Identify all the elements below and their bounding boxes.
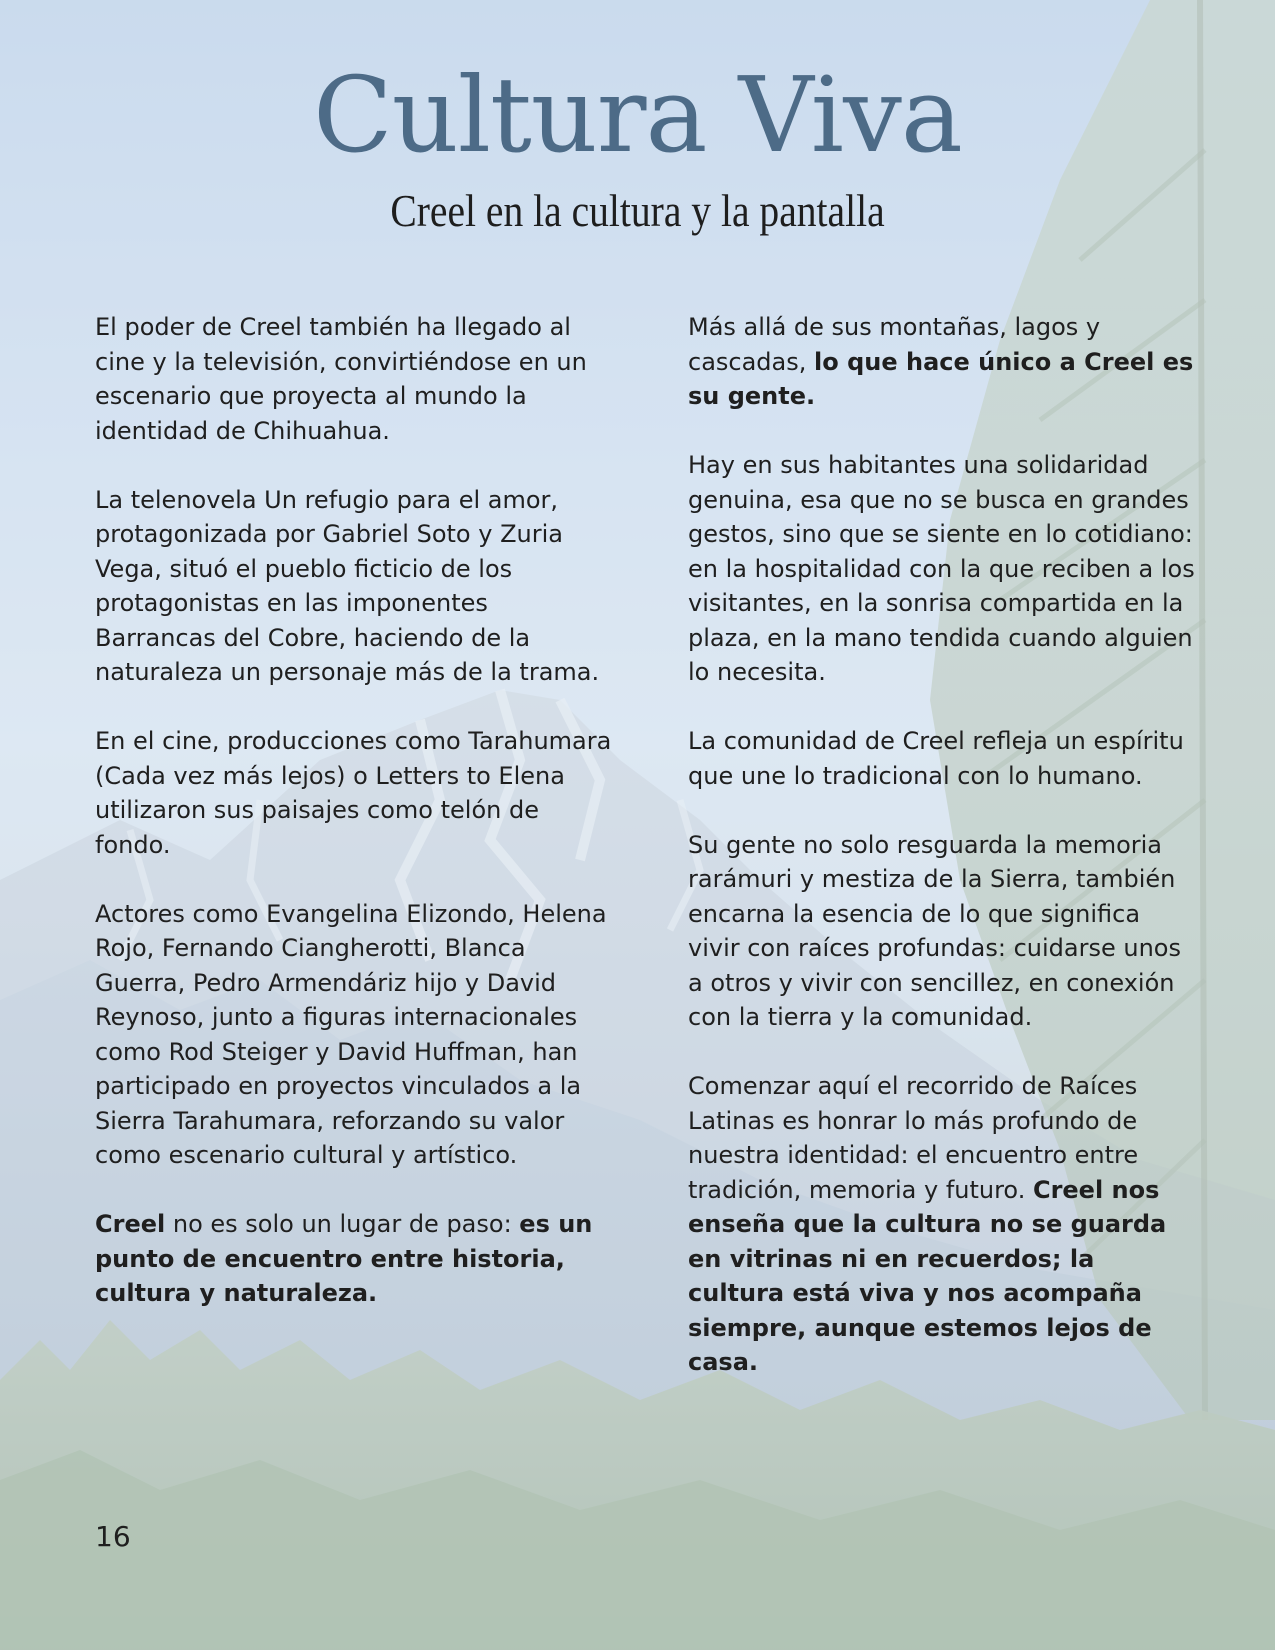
page-number: 16 — [95, 1520, 131, 1553]
left-p5-bold-end: es un punto de encuentro entre historia, cultura y naturaleza. — [95, 1210, 593, 1307]
right-p5-text: Comenzar aquí el recorrido de Raíces Latinas es honrar lo más profundo de nuestra identidad: el encuentro entre tradición, memoria y futuro. — [688, 1072, 1139, 1204]
right-paragraph-3: La comunidad de Creel refleja un espíritu que une lo tradicional con lo humano. — [688, 727, 1184, 790]
page-subtitle: Creel en la cultura y la pantalla — [390, 185, 885, 236]
left-paragraph-4: Actores como Evangelina Elizondo, Helena Rojo, Fernando Ciangherotti, Blanca Guerra, Pedro Armendáriz hijo y David Reynoso, junto a figuras internacionales como Rod Steiger y David Huffman, han participado en proyectos vinculados a la Sierra Tarahumara, reforzando su valor como escenario cultural y artístico. — [95, 899, 607, 1169]
left-paragraph-3: En el cine, producciones como Tarahumara (Cada vez más lejos) o Letters to Elena utilizaron sus paisajes como telón de fondo. — [95, 727, 612, 859]
right-paragraph-5 — [688, 1069, 1198, 1380]
right-column — [688, 310, 1198, 1414]
left-paragraph-1: El poder de Creel también ha llegado al cine y la televisión, convirtiéndose en un escenario que proyecta al mundo la identidad de Chihuahua. — [95, 313, 587, 445]
right-p1-bold: lo que hace único a Creel es su gente. — [688, 347, 1194, 410]
right-paragraph-2: Hay en sus habitantes una solidaridad genuina, esa que no se busca en grandes gestos, sino que se siente en lo cotidiano: en la hospitalidad con la que reciben a los visitantes, en la sonrisa compartida en la plaza, en la mano tendida cuando alguien lo necesita. — [688, 451, 1195, 686]
left-paragraph-5 — [95, 1207, 615, 1311]
right-p1-text: Más allá de sus montañas, lagos y cascadas, — [688, 313, 1101, 376]
left-paragraph-2: La telenovela Un refugio para el amor, protagonizada por Gabriel Soto y Zuria Vega, situó el pueblo ficticio de los protagonistas en las imponentes Barrancas del Cobre, haciendo de la naturaleza un personaje más de la trama. — [95, 485, 600, 686]
right-paragraph-1 — [688, 310, 1198, 414]
right-p5-bold: Creel nos enseña que la cultura no se guarda en vitrinas ni en recuerdos; la cultura está viva y nos acompaña siempre, aunque estemos lejos de casa. — [688, 1175, 1167, 1376]
page-title: Cultura Viva — [313, 54, 962, 176]
left-p5-bold-start: Creel — [95, 1210, 166, 1238]
left-p5-text: no es solo un lugar de paso: — [165, 1210, 520, 1238]
right-paragraph-4: Su gente no solo resguarda la memoria rarámuri y mestiza de la Sierra, también encarna la esencia de lo que significa vivir con raíces profundas: cuidarse unos a otros y vivir con sencillez, en conexión con la tierra y la comunidad. — [688, 830, 1181, 1031]
left-column — [95, 310, 615, 1345]
